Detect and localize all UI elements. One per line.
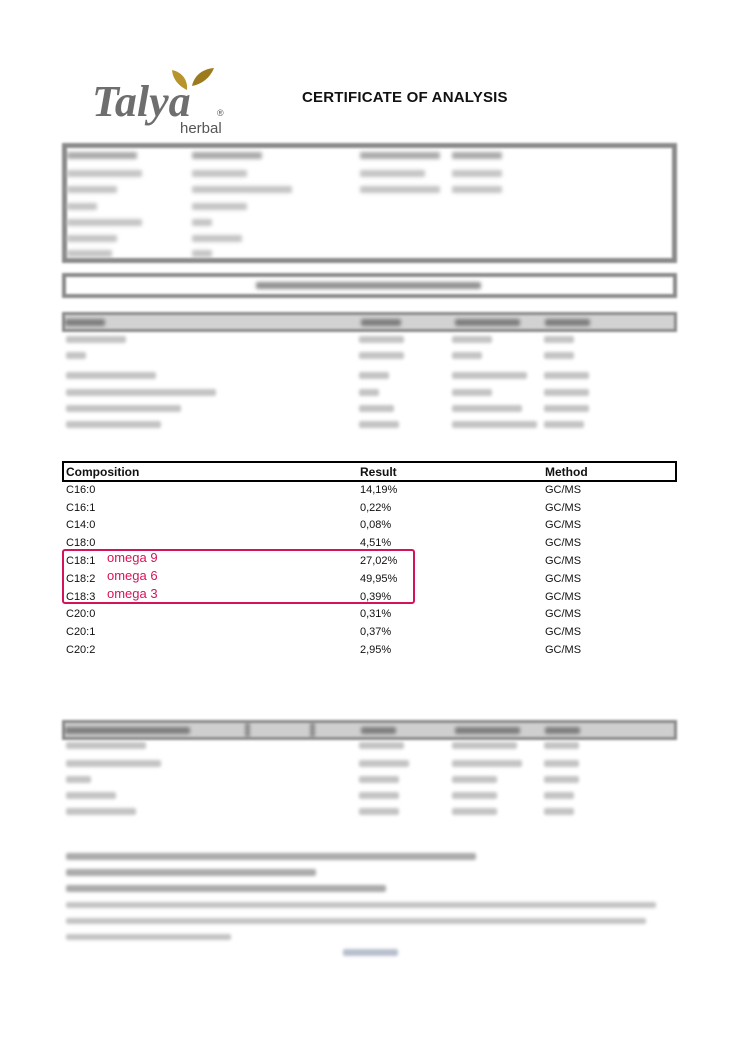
talya-herbal-logo (90, 66, 240, 138)
header-composition: Composition (66, 465, 140, 479)
cell-composition: C18:1 (66, 555, 96, 567)
cell-result: 27,02% (360, 555, 398, 567)
product-info-box-redacted (62, 143, 677, 263)
properties-header-redacted (62, 312, 677, 332)
table-row (0, 500, 750, 518)
cell-result: 0,31% (360, 608, 392, 620)
cell-result: 4,51% (360, 537, 392, 549)
cell-result: 49,95% (360, 573, 398, 585)
cell-result: 2,95% (360, 644, 392, 656)
cell-method: GC/MS (545, 644, 582, 656)
cell-composition: C18:3 (66, 591, 96, 603)
table-row (0, 642, 750, 660)
header-result: Result (360, 465, 397, 479)
cell-composition: C20:0 (66, 608, 96, 620)
cell-method: GC/MS (545, 537, 582, 549)
cell-composition: C16:0 (66, 484, 96, 496)
registered-mark: ® (217, 108, 224, 118)
cell-method: GC/MS (545, 484, 582, 496)
leaf-right-icon (192, 68, 214, 86)
logo-subtitle: herbal (180, 120, 222, 137)
cell-result: 0,39% (360, 591, 392, 603)
cell-method: GC/MS (545, 626, 582, 638)
cell-method: GC/MS (545, 591, 582, 603)
cell-method: GC/MS (545, 555, 582, 567)
cell-composition: C14:0 (66, 519, 96, 531)
omega-6-label: omega 6 (107, 568, 158, 583)
micro-header-redacted (62, 720, 677, 740)
cell-result: 14,19% (360, 484, 398, 496)
table-row (0, 624, 750, 642)
properties-rows-redacted (66, 336, 626, 431)
header-method: Method (545, 465, 588, 479)
cell-method: GC/MS (545, 519, 582, 531)
section-title-bar-redacted (62, 273, 677, 298)
composition-table-header (62, 461, 677, 482)
cell-composition: C16:1 (66, 502, 96, 514)
document-title: CERTIFICATE OF ANALYSIS (302, 89, 508, 106)
omega-3-label: omega 3 (107, 586, 158, 601)
cell-method: GC/MS (545, 502, 582, 514)
cell-composition: C18:0 (66, 537, 96, 549)
table-row (0, 606, 750, 624)
cell-composition: C20:2 (66, 644, 96, 656)
logo-wordmark: Talya (92, 77, 191, 126)
table-row (0, 482, 750, 500)
cell-result: 0,08% (360, 519, 392, 531)
cell-composition: C20:1 (66, 626, 96, 638)
micro-rows-redacted (66, 742, 626, 822)
footer-notes-redacted (66, 853, 666, 963)
cell-method: GC/MS (545, 573, 582, 585)
cell-result: 0,37% (360, 626, 392, 638)
cell-method: GC/MS (545, 608, 582, 620)
cell-result: 0,22% (360, 502, 392, 514)
omega-9-label: omega 9 (107, 550, 158, 565)
cell-composition: C18:2 (66, 573, 96, 585)
table-row (0, 517, 750, 535)
